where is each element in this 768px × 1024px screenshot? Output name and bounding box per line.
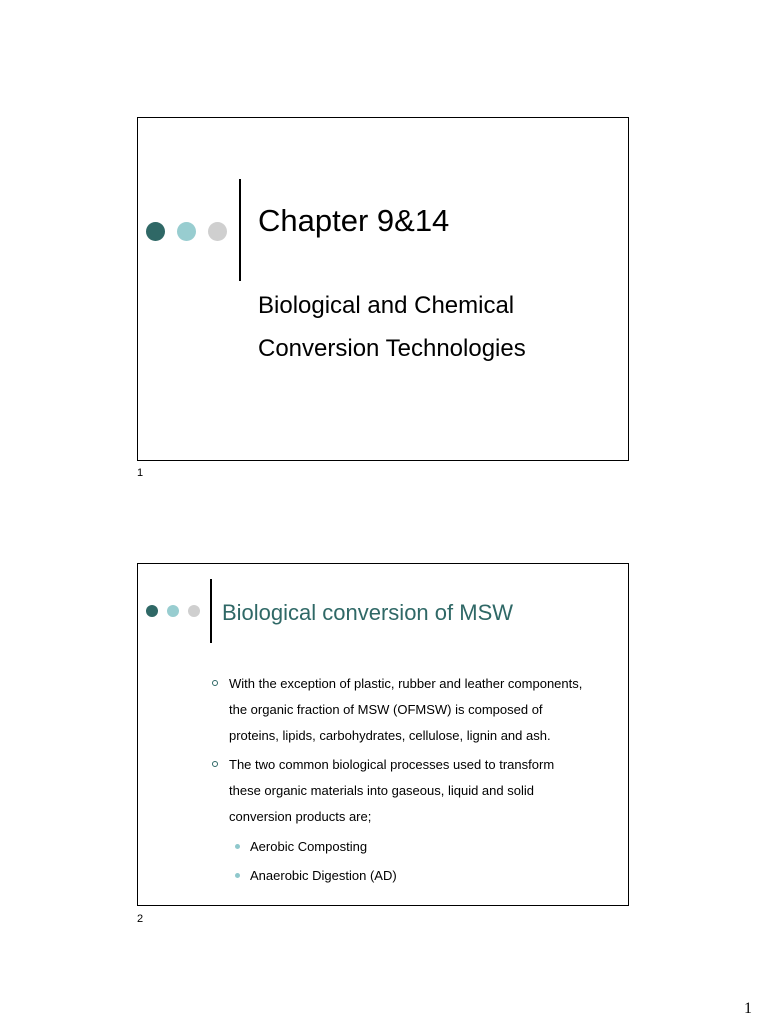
sub-bullet-list: [229, 832, 612, 890]
bullet-text-line: these organic materials into gaseous, liquid and solid: [229, 783, 534, 798]
filled-bullet-icon: [235, 844, 240, 849]
decorative-dot-gray: [188, 605, 200, 617]
title-divider: [239, 179, 241, 281]
decorative-dot-gray: [208, 222, 227, 241]
filled-bullet-icon: [235, 873, 240, 878]
sub-bullet-text: Anaerobic Digestion (AD): [250, 868, 397, 883]
slide-title: Biological conversion of MSW: [222, 600, 514, 625]
list-item: [212, 671, 612, 749]
decorative-dot-light: [177, 222, 196, 241]
bullet-text-line: the organic fraction of MSW (OFMSW) is composed of: [229, 702, 543, 717]
list-item: [212, 752, 612, 890]
hollow-bullet-icon: [212, 761, 218, 767]
subtitle-line: Biological and Chemical: [258, 292, 515, 319]
decorative-dot-dark: [146, 605, 158, 617]
decorative-dot-light: [167, 605, 179, 617]
subtitle-line: Conversion Technologies: [258, 335, 526, 362]
title-divider: [210, 579, 212, 643]
bullet-text-line: The two common biological processes used to transform: [229, 757, 555, 772]
slide-1: [137, 117, 629, 461]
slide-title: Chapter 9&14: [258, 203, 450, 238]
slide-subtitle: [258, 284, 526, 370]
bullet-text-line: proteins, lipids, carbohydrates, cellulose, lignin and ash.: [229, 728, 551, 743]
slide-number: 2: [137, 913, 144, 925]
hollow-bullet-icon: [212, 680, 218, 686]
decorative-dot-dark: [146, 222, 165, 241]
slide-2: [137, 563, 629, 906]
bullet-list: [212, 671, 612, 893]
bullet-text-line: With the exception of plastic, rubber and leather components,: [229, 676, 583, 691]
slide-number: 1: [137, 467, 144, 479]
page-number: 1: [744, 1000, 752, 1017]
sub-bullet-text: Aerobic Composting: [250, 839, 368, 854]
bullet-text-line: conversion products are;: [229, 809, 372, 824]
sub-list-item: [229, 861, 612, 890]
sub-list-item: [229, 832, 612, 861]
